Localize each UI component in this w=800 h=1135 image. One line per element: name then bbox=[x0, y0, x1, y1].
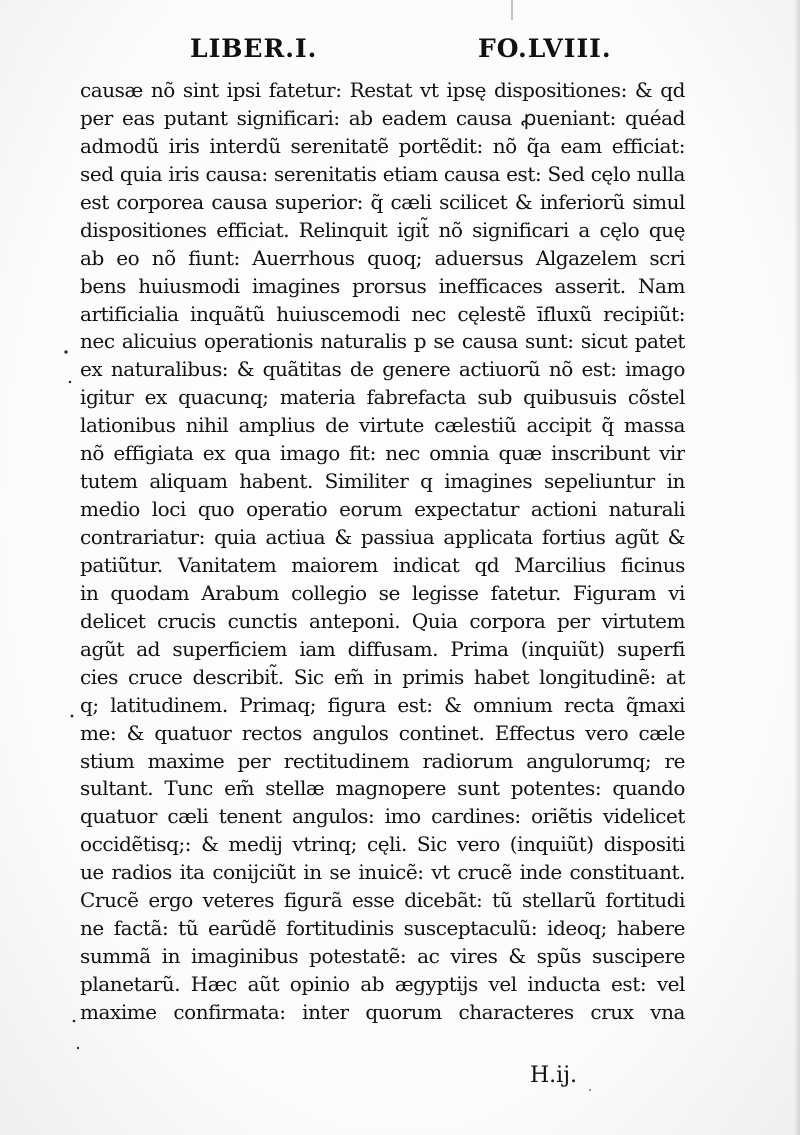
text-line: me: & quatuor rectos angulos continet. Effectus vero cæle bbox=[80, 720, 685, 745]
text-block bbox=[80, 77, 685, 1027]
text-line: ne factã: tũ earũdẽ fortitudinis susceptaculũ: ideoq; habere bbox=[80, 916, 685, 941]
text-line: sultant. Tunc em̃ stellæ magnopere sunt potentes: quando bbox=[80, 776, 685, 801]
text-line: lationibus nihil amplius de virtute cælestiũ accipit q̃ massa bbox=[80, 413, 685, 438]
text-line: nec alicuius operationis naturalis p se causa sunt: sicut patet bbox=[80, 329, 685, 354]
text-line: q; latitudinem. Primaq; figura est: & omnium recta q̃maxi bbox=[80, 692, 685, 717]
text-line: admodũ iris interdũ serenitatẽ portẽdit: nõ q̃a eam efficiat: bbox=[80, 133, 685, 158]
text-line: maxime confirmata: inter quorum characteres crux vna bbox=[80, 999, 685, 1024]
text-line: bens huiusmodi imagines prorsus inefficaces asserit. Nam bbox=[80, 273, 685, 298]
text-line: igitur ex quacunq; materia fabrefacta sub quibusuis cõstel bbox=[80, 385, 685, 410]
text-line: quatuor cæli tenent angulos: imo cardines: oriẽtis videlicet bbox=[80, 804, 685, 829]
text-line: est corporea causa superior: q̃ cæli scilicet & inferiorũ simul bbox=[80, 189, 685, 214]
page-edge-shadow bbox=[794, 0, 800, 1135]
text-line: cies cruce describit̃. Sic em̃ in primis habet longitudinẽ: at bbox=[80, 664, 685, 689]
text-line: patiũtur. Vanitatem maiorem indicat qd Marcilius ficinus bbox=[80, 552, 685, 577]
signature-mark: H.ij. bbox=[530, 1063, 578, 1088]
text-line: Crucẽ ergo veteres figurã esse dicebãt: tũ stellarũ fortitudi bbox=[80, 888, 685, 913]
text-line: per eas putant significari: ab eadem causa ꝓueniant: quéad bbox=[80, 105, 685, 130]
text-line: stium maxime per rectitudinem radiorum angulorumq; re bbox=[80, 748, 685, 773]
text-line: summã in imaginibus potestatẽ: ac vires & spũs suscipere bbox=[80, 944, 685, 969]
text-line: delicet crucis cunctis anteponi. Quia corpora per virtutem bbox=[80, 608, 685, 633]
text-line: occidẽtisq;: & medij vtrinq; cęli. Sic vero (inquiũt) dispositi bbox=[80, 832, 685, 857]
folio-number: FO.LVIII. bbox=[478, 34, 612, 63]
text-line: tutem aliquam habent. Similiter q imagines sepeliuntur in bbox=[80, 469, 685, 494]
text-line: planetarũ. Hæc aũt opinio ab ægyptijs vel inducta est: vel bbox=[80, 972, 685, 996]
text-line: agũt ad superficiem iam diffusam. Prima (inquiũt) superfi bbox=[80, 636, 685, 661]
text-line: ex naturalibus: & quãtitas de genere actiuorũ nõ est: imago bbox=[80, 357, 685, 382]
text-line: medio loci quo operatio eorum expectatur actioni naturali bbox=[80, 497, 685, 522]
running-head: LIBER.I. bbox=[190, 34, 318, 63]
text-line: ue radios ita conijciũt in se inuicẽ: vt crucẽ inde constituant. bbox=[80, 860, 685, 885]
text-line: nõ effigiata ex qua imago fit: nec omnia quæ inscribunt vir bbox=[80, 441, 685, 466]
text-line: dispositiones efficiat. Relinquit igit̃ nõ significari a cęlo quę bbox=[80, 217, 685, 242]
text-line: contrariatur: quia actiua & passiua applicata fortius agũt & bbox=[80, 525, 685, 549]
text-line: artificialia inquãtũ huiuscemodi nec cęlestẽ īfluxũ recipiũt: bbox=[80, 301, 685, 326]
text-line: sed quia iris causa: serenitatis etiam causa est: Sed cęlo nulla bbox=[80, 161, 685, 186]
text-line: in quodam Arabum collegio se legisse fatetur. Figuram vi bbox=[80, 580, 685, 605]
text-line: causæ nõ sint ipsi fatetur: Restat vt ipsę dispositiones: & qd bbox=[80, 78, 685, 102]
text-line: ab eo nõ fiunt: Auerrhous quoq; aduersus Algazelem scri bbox=[80, 245, 685, 270]
page-header bbox=[0, 34, 800, 74]
